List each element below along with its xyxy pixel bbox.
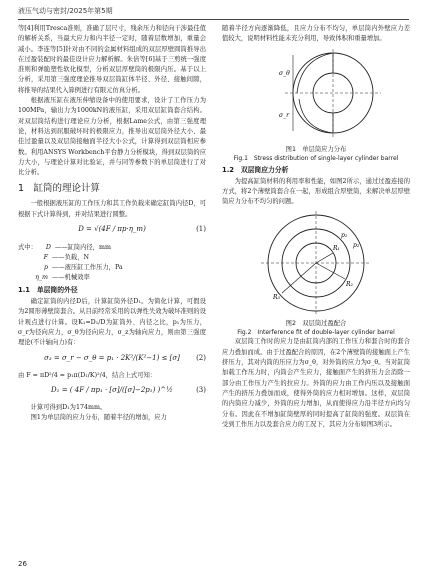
right-paragraph-3: 双层筒工作时的应力是由缸筒内部的工作压力和套合时的套合应力叠加而成。由于过盈配合的原因，在2个薄壁筒的接触面上产生挤压力，其对内筒的压应力为σ_θ，对外筒的应力为σ_θ。当对缸筒加载工作压力时，内筒会产生应力，接触面产生的挤压力会消除一部分由工作压力产生的拉应力。外筒的应力由工作内压以及接触面产生的挤压力叠加而成，使得外筒的应力相对增加。这样，双层筒的内筒应力减少，外筒的应力增加，从而使得应力沿半径方向均匀分布。因此在不增加缸筒壁厚的同时提高了缸筒的强度。双层筒在受到工作压力以及套合应力的工况下，其应力分布如图3所示。 — [222, 338, 410, 428]
definition-text: ——机械效率 — [52, 274, 90, 282]
figure-1-caption: 图1 单层筒应力分布 — [285, 145, 347, 153]
equation-3-body: D₁ = ( 4F / πp₁ · [σ]/([σ]−2p₁) )^½ — [51, 385, 173, 394]
definition-text: ——负载，N — [52, 254, 89, 262]
right-paragraph-2: 为提高缸筒材料的利用率和性能，如图2所示，通过过盈连接的方式，将2个薄壁筒套合在一起，形成组合厚壁筒，来解决单层厚壁筒应力分布不均匀的问题。 — [222, 177, 410, 206]
equation-3 — [18, 381, 206, 403]
left-paragraph-3: 一般根据液压缸的工作压力和其工作负载来确定缸筒内径D，可根据下式计算得到，并对结果进行圆整。 — [18, 200, 206, 218]
left-paragraph-1: 等[4]利用Tresca准则，准确了层尺寸，残余压力和径向干涉最佳值的解析关系，当最大应力和内半径一定时，随着层数增加，重量会减小。李连等[5]针对由不同的金属材料组成的双层厚壁圆筒推导出在过盈装配时的最佳设计应力解析解。朱倍等[6]基于三剪统一强度准则和弹脆塑性软化模型，分析双层厚壁筒的极限内压。基于以上分析，采用第三强度理论推导双层筒缸体半径、外径、接触间隙，将推导的结果代入算例进行有限元仿真分析。 — [18, 25, 206, 94]
figure-2-caption-en: Fig.2 Interference fit of double-layer cylinder barrel — [237, 329, 395, 337]
definition-row — [18, 273, 206, 283]
equation-1-body: D = √(4F / πp·η_m) — [78, 225, 146, 234]
p1-label: p₁ — [341, 232, 348, 240]
journal-title: 液压气动与密封/2025年第5期 — [18, 7, 113, 15]
definition-symbol: p — [43, 264, 48, 272]
figure-1-stress-diagram — [241, 45, 391, 145]
left-paragraph-2: 根据液压缸在液压伸缩设备中的使用要求，设计了工作压力为100MPa，输出力为1000kN的液压缸，采用双层缸筒套合结构。对双层筒结构进行理论应力分析，根据Lame公式，由第三强度理论，材料达到屈服破坏时的极限应力，推导出双层筒外径大小、最佳过盈量以及双层筒接触面半径大小公式，计算得到双层筒相应参数。利用ANSYS Workbench平台静力分析模块，得到双层筒的应力大小，与理论计算对比验证，并与同等参数下的单层筒进行了对比分析。 — [18, 97, 206, 177]
right-column — [222, 24, 410, 430]
right-paragraph-1: 随着半径方向逐渐降低，且应力分布不均匀，单层筒内外壁应力差值较大，说明材料性能未充分利用，导致体积和重量增加。 — [222, 25, 410, 43]
figure-2-caption: 图2 双层筒过盈配合 — [285, 320, 347, 328]
r1-label: R₁ — [333, 245, 340, 253]
left-paragraph-4: 确定缸筒的内径D后，计算缸筒外径D₁。为简化计算，可假设为2圆形薄壁筒套合。从目前经常采用的以弹性失效为破坏准则的设计观点进行计算。设K₁=D₁/D为缸筒外、内径之比，p₁为压力，σ_r为径向应力，σ_θ为径向应力，σ_z为轴向应力，则由第三强度理论(不计轴向力)有： — [18, 298, 206, 347]
header-rule — [18, 19, 409, 20]
sigma-theta-label: σ_θ — [279, 69, 290, 77]
definition-symbol: F — [43, 254, 48, 262]
equation-2-body: σ₃ = σ_r − σ_θ = p₁ · 2K²/(K²−1) ≤ [σ] — [44, 353, 180, 362]
definitions-lead: 式中： — [18, 244, 37, 252]
definition-row — [18, 253, 206, 263]
r2-label: R₂ — [346, 281, 353, 289]
r3-label: R₃ — [273, 294, 280, 302]
equation-2 — [18, 349, 206, 371]
subsection-heading-1-1: 1.1 单层筒的外径 — [18, 286, 78, 295]
left-paragraph-7: 图1为单层筒的应力分布，随着半径的增加，应力 — [30, 414, 167, 422]
definition-symbol: D — [45, 244, 51, 252]
figure-2-interference-fit-diagram — [241, 207, 391, 319]
equation-1 — [18, 220, 206, 242]
equation-2-number: (2) — [196, 353, 206, 362]
r1-radius-line — [316, 253, 333, 263]
section-heading-1: 1 缸筒的理论计算 — [18, 183, 101, 195]
left-paragraph-6: 计算可得到D₁为174mm。 — [30, 403, 107, 411]
definition-row — [18, 263, 206, 273]
left-paragraph-5: 由 F = πD²/4 = p₁π(D₁/K)²/4，结合上式可知： — [18, 371, 157, 379]
definition-symbol: η_m — [35, 274, 48, 282]
figure-1-caption-en: Fig.1 Stress distribution of single-layer cylinder barrel — [233, 154, 399, 162]
hoop-stress-curve — [297, 53, 333, 93]
subsection-heading-1-2: 1.2 双层筒应力分析 — [222, 165, 289, 174]
r3-radius-line — [282, 263, 316, 293]
equation-3-number: (3) — [196, 385, 206, 394]
sigma-r-label: σ_r — [279, 111, 289, 119]
definition-text: ——液压缸工作压力，Pa — [52, 264, 123, 272]
definition-row — [18, 243, 206, 253]
equation-1-number: (1) — [196, 225, 206, 234]
p2-label: p₂ — [353, 242, 360, 250]
page-number: 26 — [18, 560, 27, 568]
running-header — [18, 6, 409, 18]
definition-text: ——缸筒内径，mm — [54, 244, 111, 252]
symbol-definitions — [18, 243, 206, 283]
left-column — [18, 24, 206, 423]
